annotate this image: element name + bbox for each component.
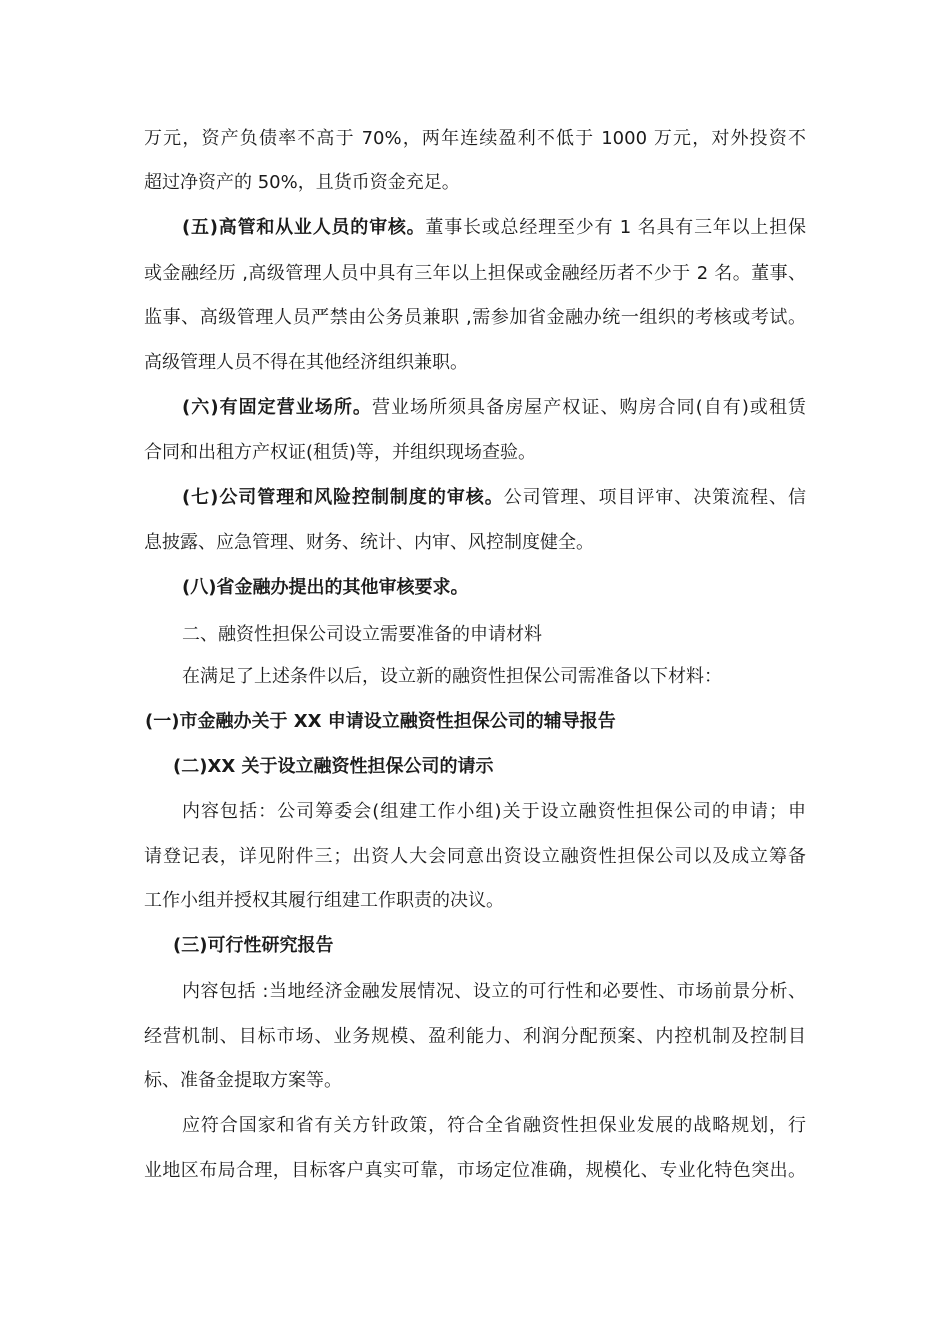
section-heading: (七)公司管理和风险控制制度的审核。: [182, 487, 504, 508]
paragraph-line: 内容包括 :当地经济金融发展情况、设立的可行性和必要性、市场前景分析、: [182, 981, 806, 1002]
chapter-heading: 二、融资性担保公司设立需要准备的申请材料: [182, 624, 542, 645]
paragraph-line: 内容包括：公司筹委会(组建工作小组)关于设立融资性担保公司的申请；申: [182, 801, 806, 822]
paragraph-line: 标、准备金提取方案等。: [144, 1070, 342, 1091]
section-heading: (三)可行性研究报告: [173, 935, 334, 956]
paragraph-line: 监事、高级管理人员严禁由公务员兼职 ,需参加省金融办统一组织的考核或考试。: [144, 307, 806, 328]
paragraph-line: 业地区布局合理，目标客户真实可靠，市场定位准确，规模化、专业化特色突出。: [144, 1160, 806, 1181]
section-heading: (八)省金融办提出的其他审核要求。: [182, 577, 469, 598]
section-heading-line: [173, 933, 333, 959]
paragraph-line: 万元，资产负债率不高于 70%，两年连续盈利不低于 1000 万元，对外投资不: [144, 128, 806, 149]
paragraph-line: (六)有固定营业场所。营业场所须具备房屋产权证、购房合同(自有)或租赁: [182, 397, 806, 418]
section-heading-line: [182, 575, 468, 601]
paragraph-line: 超过净资产的 50%，且货币资金充足。: [144, 172, 460, 193]
section-heading: (五)高管和从业人员的审核。: [182, 217, 426, 238]
paragraph-line: 高级管理人员不得在其他经济组织兼职。: [144, 352, 468, 373]
paragraph-line: 工作小组并授权其履行组建工作职责的决议。: [144, 890, 504, 911]
section-heading-line: [173, 754, 493, 780]
paragraph-line: 或金融经历 ,高级管理人员中具有三年以上担保或金融经历者不少于 2 名。董事、: [144, 263, 806, 284]
section-heading: (一)市金融办关于 XX 申请设立融资性担保公司的辅导报告: [145, 711, 616, 732]
paragraph-line: (七)公司管理和风险控制制度的审核。公司管理、项目评审、决策流程、信: [182, 487, 807, 508]
section-heading-line: [145, 709, 616, 735]
paragraph-line: 经营机制、目标市场、业务规模、盈利能力、利润分配预案、内控机制及控制目: [144, 1026, 806, 1047]
paragraph-line: 在满足了上述条件以后，设立新的融资性担保公司需准备以下材料：: [182, 666, 722, 687]
section-heading: (六)有固定营业场所。: [182, 397, 372, 418]
paragraph-line: 请登记表，详见附件三；出资人大会同意出资设立融资性担保公司以及成立筹备: [144, 846, 806, 867]
paragraph-line: (五)高管和从业人员的审核。董事长或总经理至少有 1 名具有三年以上担保: [182, 217, 806, 238]
section-heading: (二)XX 关于设立融资性担保公司的请示: [173, 756, 494, 777]
paragraph-line: 应符合国家和省有关方针政策，符合全省融资性担保业发展的战略规划，行: [182, 1115, 806, 1136]
paragraph-line: 息披露、应急管理、财务、统计、内审、风控制度健全。: [144, 532, 594, 553]
paragraph-line: 合同和出租方产权证(租赁)等，并组织现场查验。: [144, 442, 537, 463]
